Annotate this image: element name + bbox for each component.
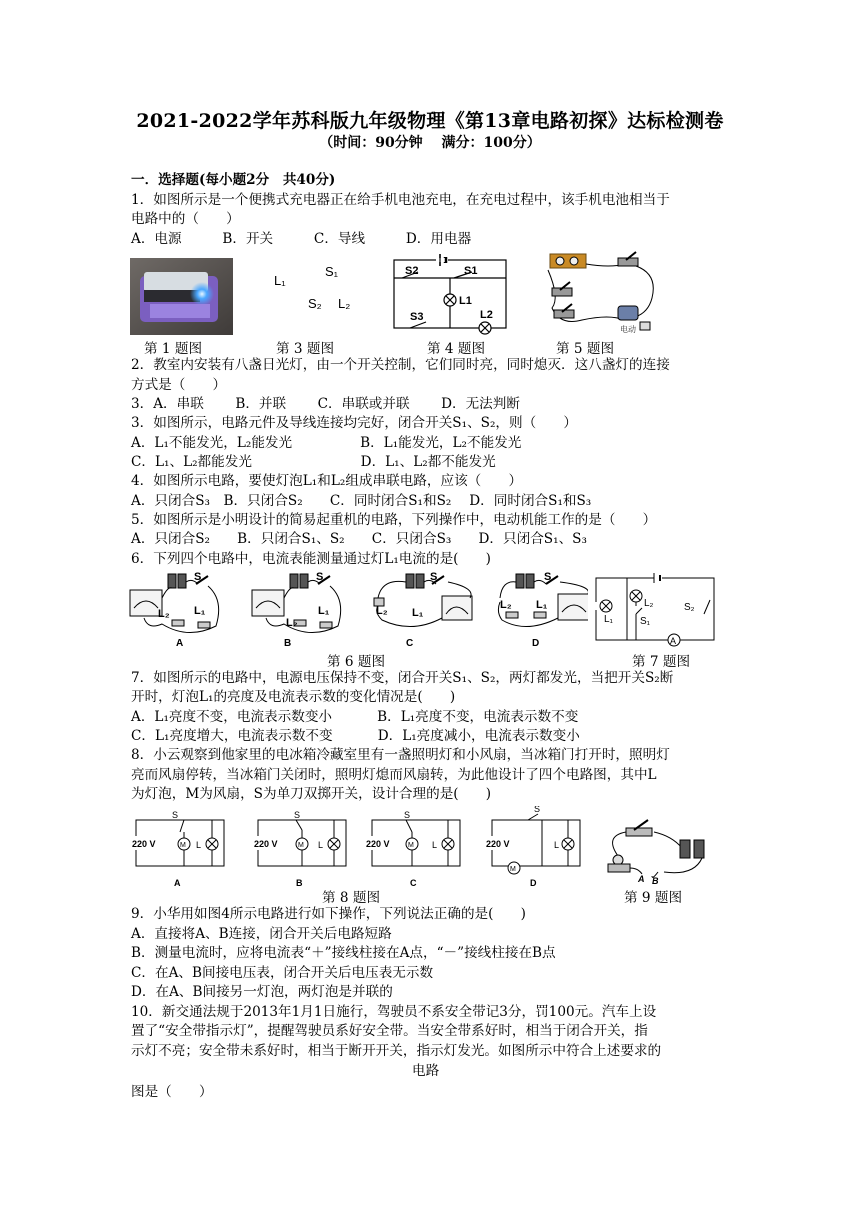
fig8-d-label: D [530,878,537,888]
q4-options: A．只闭合S₃ B．只闭合S₂ C．同时闭合S₁和S₂ D．同时闭合S₁和S₃ [131,493,592,509]
fig6-b-label: B [284,638,292,648]
fig8-circuit-d [486,806,580,888]
fig8-d-m-label: M [510,866,516,873]
fig8-c-label: C [410,878,417,888]
fig4-l2-label: L2 [480,309,493,321]
fig8-b-l-label: L [318,840,324,850]
fig8-caption: 第 8 题图 [322,890,381,906]
fig6-circuit-d [498,571,588,648]
q5-options: A．只闭合S₂ B．只闭合S₁、S₂ C．只闭合S₃ D．只闭合S₁、S₃ [131,531,587,547]
q7-stem-line2: 开时，灯泡L₁的亮度及电流表示数的变化情况是( ) [131,689,456,705]
fig7-caption: 第 7 题图 [632,654,691,670]
fig8-a-s-label: S [172,810,179,820]
fig8-circuits [128,806,588,890]
fig4-s2-label: S2 [405,265,419,277]
fig8-c-s-label: S [404,810,411,820]
section-heading: 一．选择题(每小题2分 共40分) [131,172,336,188]
fig3-l1-label: L₁ [274,273,286,288]
q10-stem-line5: 图是（ ） [131,1084,213,1100]
fig4-l1-label: L1 [459,295,472,307]
fig8-a-m-label: M [180,842,186,849]
fig5-motor-label: 电动 [620,325,636,334]
fig5-crane-circuit [540,248,666,334]
fig8-b-m-label: M [298,842,304,849]
q9-option-d: D．在A、B间接另一灯泡，两灯泡是并联的 [131,984,393,1000]
fig6-d-label: D [532,638,540,648]
q3-stem: 3．如图所示，电路元件及导线连接均完好，闭合开关S₁、S₂，则（ ） [131,415,577,431]
fig8-c-voltage: 220 V [366,839,390,849]
fig3-s1-label: S₁ [325,264,339,279]
fig6-d-l1-label: L₁ [536,599,548,611]
q1-options: A．电源 B．开关 C．导线 D．用电器 [131,231,472,247]
page-subtitle: （时间：90分钟 满分：100分） [319,135,541,151]
fig8-circuit-b [254,810,346,888]
q5-stem: 5．如图所示是小明设计的简易起重机的电路，下列操作中，电动机能工作的是（ ） [131,512,657,528]
fig8-a-label: A [174,878,181,888]
fig8-a-voltage: 220 V [132,839,156,849]
q8-stem-line1: 8．小云观察到他家里的电冰箱冷藏室里有一盏照明灯和小风扇，当冰箱门打开时，照明灯 [131,747,670,763]
fig7-circuit [592,570,720,648]
fig9-caption: 第 9 题图 [624,890,683,906]
q7-stem-line1: 7．如图所示的电路中，电源电压保持不变，闭合开关S₁、S₂，两灯都发光，当把开关S₂断 [131,670,674,686]
q9-option-c: C．在A、B间接电压表，闭合开关后电压表无示数 [131,965,434,981]
fig7-s2-label: S₂ [684,602,695,613]
q9-option-a: A．直接将A、B连接，闭合开关后电路短路 [131,926,392,942]
fig3-circuit [265,260,375,320]
fig3-l2-label: L₂ [338,296,351,311]
fig8-a-l-label: L [196,840,202,850]
fig8-c-m-label: M [408,842,414,849]
fig6-circuits [128,568,588,648]
fig8-b-voltage: 220 V [254,839,278,849]
fig6-circuit-a [130,571,219,648]
fig6-b-s-label: S [316,571,324,583]
fig6-circuit-b [252,571,341,648]
fig8-b-label: B [296,878,303,888]
fig8-b-s-label: S [294,810,301,820]
fig4-caption: 第 4 题图 [427,341,486,357]
fig1-caption: 第 1 题图 [144,341,203,357]
fig8-circuit-c [366,810,460,888]
fig6-a-s-label: S [194,571,202,583]
fig6-b-l1-label: L₁ [318,605,330,617]
page-title: 2021-2022学年苏科版九年级物理《第13章电路初探》达标检测卷 [136,110,724,132]
q9-option-b: B．测量电流时，应将电流表“＋”接线柱接在A点，“－”接线柱接在B点 [131,945,556,961]
fig6-c-l2-label: L₂ [376,605,388,617]
fig3-caption: 第 3 题图 [276,341,335,357]
q8-stem-line2: 亮而风扇停转，当冰箱门关闭时，照明灯熄而风扇转，为此他设计了四个电路图，其中L [131,767,657,783]
q7-options-1: A．L₁亮度不变，电流表示数变小 B．L₁亮度不变，电流表示数不变 [131,709,579,725]
fig9-b-label: B [652,876,659,884]
fig5-caption: 第 5 题图 [556,341,615,357]
fig4-circuit [388,250,512,336]
fig6-caption: 第 6 题图 [327,654,386,670]
fig6-a-l1-label: L₁ [194,605,206,617]
fig8-c-l-label: L [432,840,438,850]
q1-stem-line2: 电路中的（ ） [131,211,240,227]
fig6-c-label: C [406,638,414,648]
fig8-circuit-a [132,810,224,888]
q3-options-1: A．L₁不能发光，L₂能发光 B．L₁能发光，L₂不能发光 [131,435,522,451]
fig7-s1-label: S₁ [640,616,651,627]
fig7-l2-label: L₂ [644,598,654,609]
q2-stem-line1: 2．教室内安装有八盏日光灯，由一个开关控制，它们同时亮，同时熄灭．这八盏灯的连接 [131,357,670,373]
fig3-s2-label: S₂ [308,296,322,311]
q10-stem-line2: 置了“安全带指示灯”，提醒驾驶员系好安全带。当安全带系好时，相当于闭合开关，指 [131,1023,648,1039]
fig6-c-s-label: S [430,571,438,583]
fig4-s3-label: S3 [410,311,424,323]
fig6-c-l1-label: L₁ [412,607,424,619]
q2-stem-line2: 方式是（ ） [131,377,227,393]
fig6-b-l2-label: L₂ [286,617,298,629]
q1-stem-line1: 1．如图所示是一个便携式充电器正在给手机电池充电，在充电过程中，该手机电池相当于 [131,192,670,208]
q10-stem-line3: 示灯不亮；安全带未系好时，相当于断开开关，指示灯发光。如图所示中符合上述要求的 [131,1043,662,1059]
q6-stem: 6．下列四个电路中，电流表能测量通过灯L₁电流的是( ) [131,551,491,567]
fig9-circuit [598,818,720,884]
fig9-a-label: A [638,874,645,884]
fig7-l1-label: L₁ [604,614,613,625]
fig6-d-l2-label: L₂ [500,599,512,611]
q7-options-2: C．L₁亮度增大，电流表示数不变 D．L₁亮度减小，电流表示数变小 [131,728,580,744]
fig8-d-voltage: 220 V [486,839,510,849]
fig6-a-l2-label: L₂ [158,608,170,620]
fig6-circuit-c [374,571,472,648]
q8-stem-line3: 为灯泡，M为风扇，S为单刀双掷开关，设计合理的是( ) [131,786,492,802]
q3-options-2: C．L₁、L₂都能发光 D．L₁、L₂都不能发光 [131,454,496,470]
fig6-d-s-label: S [544,571,552,583]
fig7-ammeter-label: A [670,636,677,646]
fig8-d-l-label: L [554,840,560,850]
q2-options: 3．A．串联 B．并联 C．串联或并联 D．无法判断 [131,396,520,412]
fig6-a-label: A [176,638,184,648]
q10-stem-line1: 10．新交通法规于2013年1月1日施行，驾驶员不系安全带记3分，罚100元。汽车上设 [131,1004,657,1020]
q9-stem: 9．小华用如图4所示电路进行如下操作，下列说法正确的是( ) [131,906,526,922]
fig1-charger-photo [130,258,233,335]
fig4-s1-label: S1 [464,265,478,277]
fig8-d-s-label: S [534,806,541,814]
q4-stem: 4．如图所示电路，要使灯泡L₁和L₂组成串联电路，应该（ ） [131,473,523,489]
q10-stem-line4: 电路 [412,1063,440,1079]
